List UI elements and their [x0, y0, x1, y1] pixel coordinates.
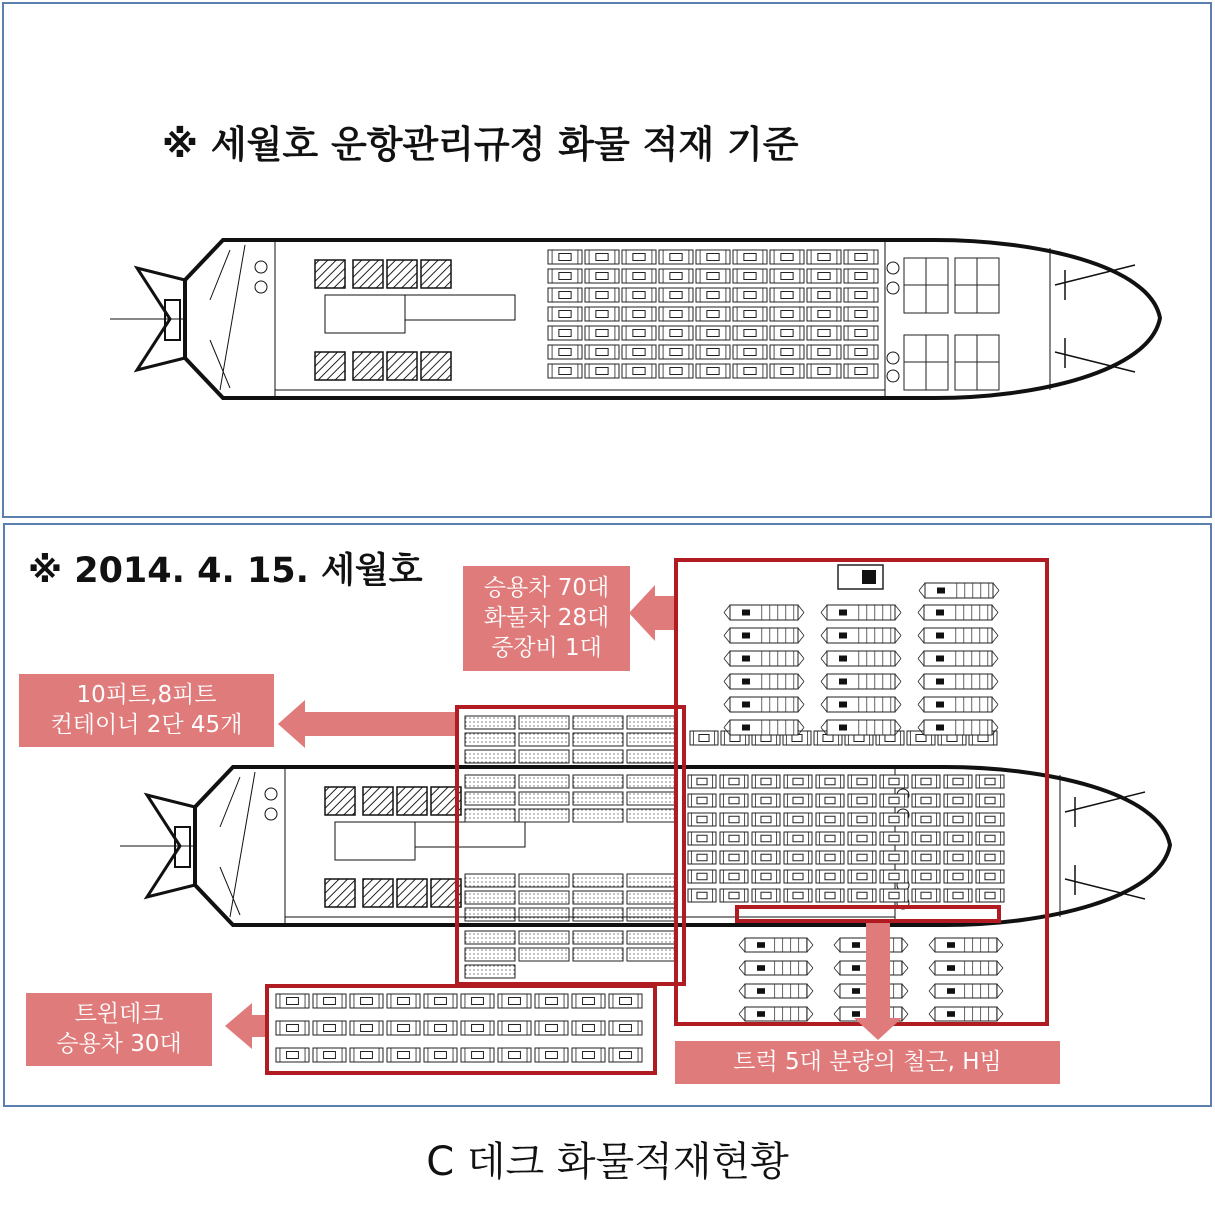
car-icon: [696, 326, 730, 340]
car-icon: [752, 813, 780, 826]
car-icon: [609, 1048, 642, 1062]
truck-icon: [724, 720, 804, 735]
truck-icon: [919, 583, 999, 598]
car-icon: [548, 364, 582, 378]
container-block: [627, 931, 677, 944]
car-icon: [976, 775, 1004, 788]
container-block: [465, 908, 515, 921]
truck-icon: [929, 938, 1003, 952]
container-block: [573, 716, 623, 729]
car-icon: [976, 813, 1004, 826]
car-icon: [572, 1021, 605, 1035]
car-icon: [944, 870, 972, 883]
car-icon: [688, 889, 716, 902]
car-icon: [733, 269, 767, 283]
truck-icon: [739, 1007, 813, 1021]
car-icon: [816, 832, 844, 845]
stern-door: [175, 827, 190, 867]
car-icon: [276, 1048, 309, 1062]
car-icon: [609, 994, 642, 1008]
car-icon: [816, 889, 844, 902]
truck-icon: [724, 605, 804, 620]
car-icon: [770, 326, 804, 340]
car-icon: [912, 851, 940, 864]
truck-icon: [918, 697, 998, 712]
car-icon: [880, 870, 908, 883]
container-block: [573, 874, 623, 887]
car-icon: [548, 307, 582, 321]
hatched-block: [315, 352, 345, 380]
car-icon: [784, 889, 812, 902]
truck-icon: [821, 674, 901, 689]
car-icon: [276, 994, 309, 1008]
car-icon: [770, 345, 804, 359]
car-icon: [733, 345, 767, 359]
car-icon: [880, 813, 908, 826]
car-icon: [387, 994, 420, 1008]
truck-icon: [929, 1007, 1003, 1021]
container-block: [519, 931, 569, 944]
container-block: [627, 874, 677, 887]
car-icon: [976, 889, 1004, 902]
car-icon: [807, 326, 841, 340]
car-icon: [844, 307, 878, 321]
car-icon: [688, 832, 716, 845]
container-block: [573, 750, 623, 763]
vehicles-annotation: [463, 566, 630, 671]
car-icon: [696, 307, 730, 321]
car-icon: [816, 775, 844, 788]
car-icon: [944, 889, 972, 902]
container-block: [519, 750, 569, 763]
containers-arrow: [278, 700, 455, 748]
truck-icon: [821, 720, 901, 735]
container-block: [573, 775, 623, 788]
car-icon: [622, 288, 656, 302]
car-icon: [387, 1021, 420, 1035]
twin-deck-line-2: 승용차 30대: [56, 1031, 182, 1057]
steel-line-1: 트럭 5대 분량의 철근, H빔: [733, 1049, 1002, 1075]
figure-caption: C 데크 화물적재현황: [426, 1139, 789, 1185]
car-icon: [944, 832, 972, 845]
car-icon: [848, 851, 876, 864]
container-block: [465, 733, 515, 746]
car-icon: [585, 288, 619, 302]
twin-deck-annotation: [26, 993, 212, 1066]
truck-icon: [739, 961, 813, 975]
vehicles-arrow: [629, 585, 674, 641]
car-icon: [844, 288, 878, 302]
car-icon: [733, 307, 767, 321]
truck-icon: [821, 628, 901, 643]
car-icon: [688, 813, 716, 826]
container-block: [465, 874, 515, 887]
twin-deck-line-1: 트윈데크: [74, 1001, 164, 1027]
car-icon: [770, 364, 804, 378]
car-icon: [944, 794, 972, 807]
car-icon: [816, 813, 844, 826]
car-icon: [770, 307, 804, 321]
car-icon: [585, 307, 619, 321]
vehicles-line-2: 화물차 28대: [483, 605, 610, 631]
container-block: [627, 948, 677, 961]
car-icon: [498, 1021, 531, 1035]
container-block: [519, 874, 569, 887]
vehicles-line-1: 승용차 70대: [483, 575, 610, 601]
car-icon: [770, 288, 804, 302]
car-icon: [696, 288, 730, 302]
twin-deck-car-grid: [276, 994, 642, 1062]
car-icon: [548, 288, 582, 302]
car-icon: [659, 326, 693, 340]
car-icon: [848, 870, 876, 883]
car-icon: [720, 851, 748, 864]
car-icon: [585, 250, 619, 264]
car-icon: [659, 364, 693, 378]
container-block: [465, 891, 515, 904]
car-icon: [912, 832, 940, 845]
car-icon: [424, 1021, 457, 1035]
car-icon: [784, 851, 812, 864]
car-icon: [816, 851, 844, 864]
car-icon: [807, 269, 841, 283]
car-icon: [752, 832, 780, 845]
car-icon: [880, 851, 908, 864]
container-block: [573, 891, 623, 904]
container-block: [627, 750, 677, 763]
actual-title: ※ 2014. 4. 15. 세월호: [28, 551, 423, 591]
car-icon: [622, 250, 656, 264]
car-icon: [784, 775, 812, 788]
car-icon: [659, 250, 693, 264]
car-icon: [350, 1048, 383, 1062]
car-icon: [461, 1021, 494, 1035]
hatched-block: [387, 260, 417, 288]
container-block: [573, 792, 623, 805]
car-icon: [572, 1048, 605, 1062]
container-block: [519, 733, 569, 746]
car-icon: [848, 775, 876, 788]
car-icon: [848, 794, 876, 807]
hatched-block: [421, 260, 451, 288]
car-icon: [880, 889, 908, 902]
truck-icon: [918, 674, 998, 689]
car-icon: [461, 994, 494, 1008]
car-icon: [752, 870, 780, 883]
truck-icon: [929, 961, 1003, 975]
hatched-block: [353, 260, 383, 288]
car-icon: [548, 345, 582, 359]
car-icon: [976, 851, 1004, 864]
truck-icon: [918, 720, 998, 735]
car-icon: [733, 364, 767, 378]
car-icon: [912, 775, 940, 788]
container-block: [627, 775, 677, 788]
car-icon: [733, 250, 767, 264]
car-icon: [770, 269, 804, 283]
container-block: [573, 908, 623, 921]
car-icon: [944, 813, 972, 826]
car-icon: [848, 832, 876, 845]
truck-icon: [724, 628, 804, 643]
car-icon: [313, 1048, 346, 1062]
heavy-equipment-icon: [838, 565, 883, 589]
car-icon: [572, 994, 605, 1008]
car-icon: [784, 870, 812, 883]
car-icon: [848, 889, 876, 902]
truck-icon: [724, 697, 804, 712]
car-icon: [424, 1048, 457, 1062]
car-icon: [770, 250, 804, 264]
car-icon: [720, 813, 748, 826]
container-block: [627, 908, 677, 921]
car-icon: [350, 1021, 383, 1035]
vehicles-line-3: 중장비 1대: [491, 635, 602, 661]
car-icon: [816, 794, 844, 807]
car-icon: [313, 994, 346, 1008]
car-icon: [622, 364, 656, 378]
car-icon: [535, 994, 568, 1008]
car-icon: [816, 870, 844, 883]
hatched-block: [315, 260, 345, 288]
car-icon: [784, 813, 812, 826]
car-icon: [752, 851, 780, 864]
car-icon: [461, 1048, 494, 1062]
car-icon: [585, 269, 619, 283]
container-block: [627, 733, 677, 746]
car-icon: [844, 250, 878, 264]
car-icon: [585, 326, 619, 340]
car-icon: [720, 794, 748, 807]
car-icon: [976, 832, 1004, 845]
car-icon: [880, 794, 908, 807]
container-block: [627, 716, 677, 729]
truck-icon: [739, 938, 813, 952]
truck-icon: [929, 984, 1003, 998]
container-block: [573, 733, 623, 746]
truck-icon: [724, 651, 804, 666]
hatched-block: [397, 879, 427, 907]
truck-icon: [821, 697, 901, 712]
car-icon: [548, 250, 582, 264]
car-icon: [752, 889, 780, 902]
car-icon: [844, 326, 878, 340]
car-icon: [944, 851, 972, 864]
containers-annotation: [19, 674, 274, 747]
containers-line-1: 10피트,8피트: [76, 682, 217, 708]
car-icon: [912, 794, 940, 807]
truck-icon: [918, 651, 998, 666]
car-icon: [880, 775, 908, 788]
container-block: [519, 775, 569, 788]
car-icon: [688, 870, 716, 883]
container-block: [465, 931, 515, 944]
car-icon: [498, 1048, 531, 1062]
car-icon: [585, 345, 619, 359]
container-block: [465, 948, 515, 961]
car-icon: [784, 832, 812, 845]
car-icon: [720, 870, 748, 883]
standard-title: ※ 세월호 운항관리규정 화물 적재 기준: [162, 123, 799, 166]
truck-icon: [739, 984, 813, 998]
hatched-block: [363, 787, 393, 815]
car-icon: [720, 775, 748, 788]
hatched-block: [387, 352, 417, 380]
car-icon: [622, 345, 656, 359]
car-icon: [696, 345, 730, 359]
truck-icon: [821, 605, 901, 620]
car-icon: [912, 889, 940, 902]
container-block: [465, 965, 515, 978]
car-icon: [752, 775, 780, 788]
car-icon: [976, 794, 1004, 807]
truck-icon: [918, 628, 998, 643]
car-icon: [659, 345, 693, 359]
hatched-block: [325, 787, 355, 815]
car-icon: [548, 326, 582, 340]
container-block: [519, 908, 569, 921]
car-icon: [690, 731, 718, 745]
container-block: [519, 809, 569, 822]
container-block: [627, 891, 677, 904]
car-icon: [807, 307, 841, 321]
container-block: [519, 948, 569, 961]
car-icon: [880, 832, 908, 845]
car-icon: [276, 1021, 309, 1035]
car-icon: [688, 775, 716, 788]
car-icon: [752, 794, 780, 807]
car-icon: [688, 851, 716, 864]
stern-door: [165, 300, 180, 340]
twin-deck-arrow: [225, 1003, 265, 1049]
car-icon: [535, 1048, 568, 1062]
truck-icon: [821, 651, 901, 666]
container-block: [465, 792, 515, 805]
car-icon: [844, 364, 878, 378]
car-icon: [784, 794, 812, 807]
hatched-block: [353, 352, 383, 380]
car-icon: [696, 250, 730, 264]
car-icon: [848, 813, 876, 826]
car-icon: [807, 345, 841, 359]
car-icon: [807, 250, 841, 264]
car-icon: [912, 813, 940, 826]
container-block: [465, 775, 515, 788]
car-icon: [350, 994, 383, 1008]
car-icon: [976, 870, 1004, 883]
car-icon: [807, 288, 841, 302]
car-icon: [912, 870, 940, 883]
hatched-block: [421, 352, 451, 380]
container-block: [573, 931, 623, 944]
containers-line-2: 컨테이너 2단 45개: [50, 712, 243, 738]
container-block: [627, 792, 677, 805]
car-icon: [585, 364, 619, 378]
car-icon: [498, 994, 531, 1008]
container-block: [519, 716, 569, 729]
container-block: [519, 891, 569, 904]
car-icon: [944, 775, 972, 788]
car-icon: [807, 364, 841, 378]
car-icon: [659, 307, 693, 321]
car-icon: [696, 269, 730, 283]
car-icon: [733, 326, 767, 340]
truck-icon: [724, 674, 804, 689]
car-icon: [688, 794, 716, 807]
car-icon: [659, 288, 693, 302]
car-icon: [844, 269, 878, 283]
container-block: [465, 809, 515, 822]
car-icon: [424, 994, 457, 1008]
car-icon: [696, 364, 730, 378]
car-icon: [622, 326, 656, 340]
car-icon: [659, 269, 693, 283]
car-icon: [609, 1021, 642, 1035]
truck-icon: [918, 605, 998, 620]
car-icon: [622, 269, 656, 283]
container-block: [465, 716, 515, 729]
hatched-block: [397, 787, 427, 815]
car-icon: [720, 889, 748, 902]
car-icon: [548, 269, 582, 283]
container-block: [465, 750, 515, 763]
car-icon: [844, 345, 878, 359]
car-icon: [720, 832, 748, 845]
hatched-block: [363, 879, 393, 907]
car-icon: [733, 288, 767, 302]
steel-annotation: [675, 1041, 1060, 1084]
hatched-block: [325, 879, 355, 907]
container-block: [627, 809, 677, 822]
car-icon: [313, 1021, 346, 1035]
container-block: [519, 792, 569, 805]
car-icon: [622, 307, 656, 321]
container-block: [573, 948, 623, 961]
container-block: [573, 809, 623, 822]
car-icon: [387, 1048, 420, 1062]
car-icon: [535, 1021, 568, 1035]
